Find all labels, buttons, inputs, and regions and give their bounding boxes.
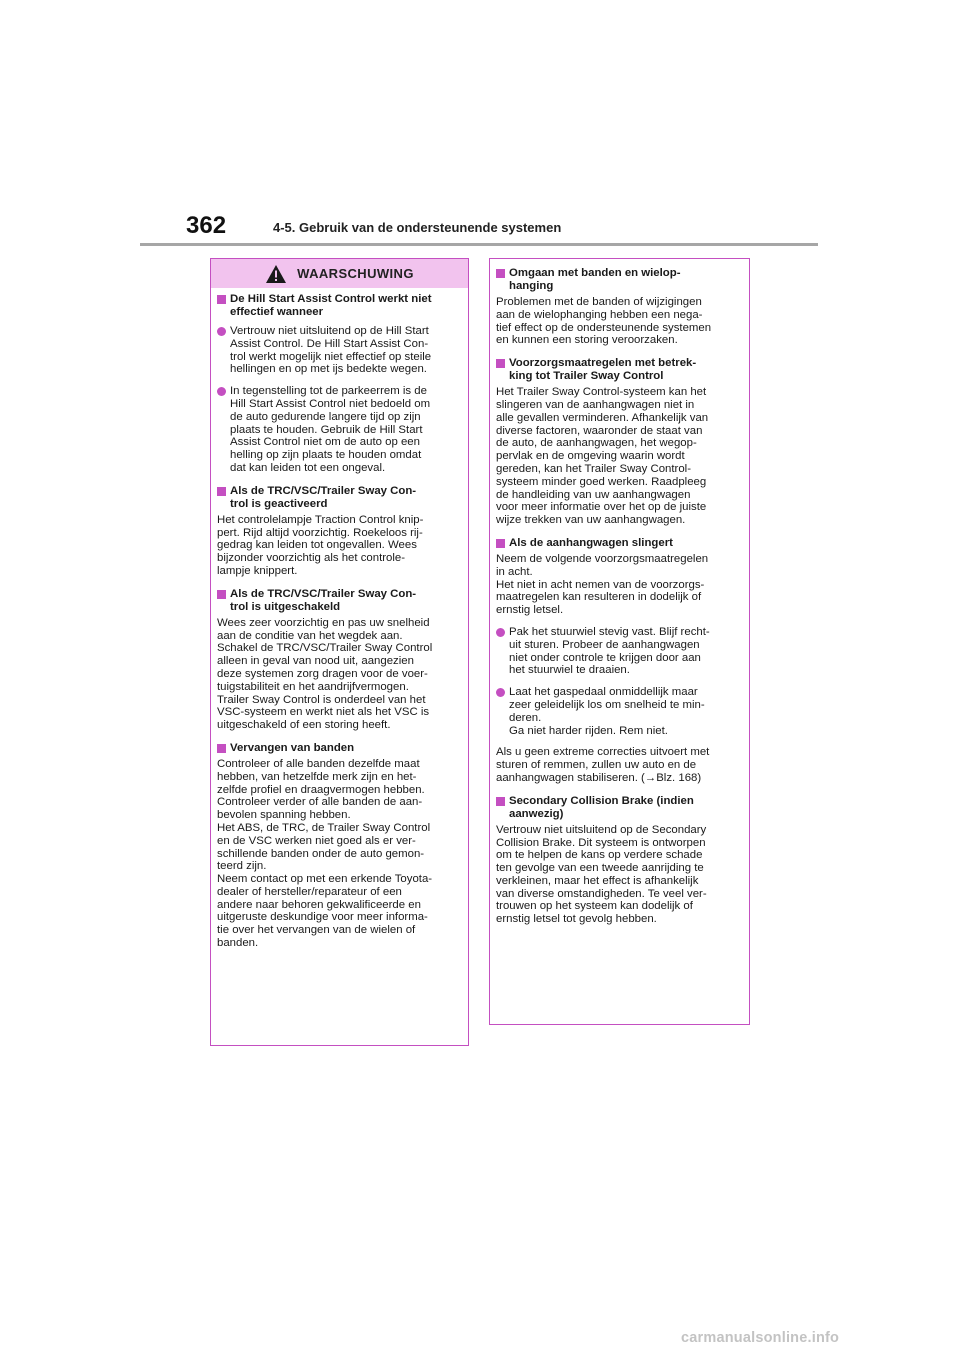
section-tires-suspension <box>496 267 744 347</box>
round-bullet-icon <box>496 628 505 637</box>
section-heading <box>496 537 744 550</box>
square-bullet-icon <box>217 744 226 753</box>
heading-text: Omgaan met banden en wielop- hanging <box>509 267 681 292</box>
list-item <box>496 626 744 677</box>
heading-text: De Hill Start Assist Control werkt niet effectief wanneer <box>230 293 432 318</box>
section-text: Neem de volgende voorzorgsmaatregelen in acht. Het niet in acht nemen van de voorzorgs- maatregelen kan resulteren in dodelijk of ernstig letsel. <box>496 552 709 617</box>
warning-section-trc-activated <box>217 485 463 578</box>
section-text: Het controlelampje Traction Control knip- pert. Rijd altijd voorzichtig. Roekeloos rij- gedrag kan leiden tot ongevallen. Wees bijzonder voorzichtig als het controle- lampje knippert. <box>217 513 424 577</box>
section-heading <box>217 485 463 511</box>
warning-box <box>210 258 469 1046</box>
section-title: 4-5. Gebruik van de ondersteunende systemen <box>273 220 562 235</box>
list-item <box>217 385 463 475</box>
warning-title: WAARSCHUWING <box>297 266 414 281</box>
section-heading <box>496 357 744 383</box>
square-bullet-icon <box>496 269 505 278</box>
section-trailer-sway-precautions <box>496 357 744 527</box>
section-text: Wees zeer voorzichtig en pas uw snelheid aan de conditie van het wegdek aan. Schakel de TRC/VSC/Trailer Sway Control alleen in geval van nood uit, aangezien deze systemen zorg dragen voor de voer- tuigstabiliteit en het aandrijfvermogen. Trailer Sway Control is onderdeel van het VSC-systeem en werkt niet als het VSC is uitgeschakeld of een storing heeft. <box>217 616 433 732</box>
section-trailer-swaying <box>496 537 744 785</box>
heading-text: Als de TRC/VSC/Trailer Sway Con- trol is geactiveerd <box>230 484 417 510</box>
warning-section-hill-start <box>217 293 463 475</box>
warning-section-trc-disabled <box>217 588 463 732</box>
round-bullet-icon <box>496 688 505 697</box>
warning-continuation-box <box>489 258 750 1025</box>
section-text: Problemen met de banden of wijzigingen aan de wielophanging hebben een nega- tief effect op de ondersteunende systemen en kunnen een storing veroorzaken. <box>496 296 712 347</box>
section-heading <box>217 742 463 755</box>
heading-text: Als de TRC/VSC/Trailer Sway Con- trol is uitgeschakeld <box>230 587 417 613</box>
section-secondary-collision-brake <box>496 795 744 926</box>
section-heading <box>496 267 744 293</box>
section-text: Het Trailer Sway Control-systeem kan het slingeren van de aanhangwagen niet in alle gevallen verminderen. Afhankelijk van diverse factoren, waaronder de staat van de auto, de aanhangwagen, het wegop- pervlak en de omgeving waarin wordt gereden, kan het Trailer Sway Control- systeem minder goed werken. Raadpleeg de handleiding van uw aanhangwagen voor meer informatie over het op de juiste wijze trekken van uw aanhangwagen. <box>496 386 709 527</box>
heading-text: Vervangen van banden <box>230 741 355 754</box>
warning-triangle-icon <box>265 264 287 284</box>
square-bullet-icon <box>496 797 505 806</box>
bullet-text: Vertrouw niet uitsluitend op de Hill Start Assist Control. De Hill Start Assist Con- trol werkt mogelijk niet effectief op steile hellingen en op met ijs bedekte wegen. <box>230 325 432 376</box>
square-bullet-icon <box>217 487 226 496</box>
section-text-followup: Als u geen extreme correcties uitvoert met sturen of remmen, zullen uw auto en de aanhangwagen stabiliseren. (→Blz. 168) <box>496 746 710 784</box>
section-text: Vertrouw niet uitsluitend op de Secondary Collision Brake. Dit systeem is ontworpen om te helpen de kans op verdere schade ten gevolge van een tweede aanrijding te verkleinen, maar het effect is afhankelijk van diverse omstandigheden. Te veel ver- trouwen op het systeem kan dodelijk of ernstig letsel tot gevolg hebben. <box>496 823 707 926</box>
section-heading <box>217 588 463 614</box>
square-bullet-icon <box>496 539 505 548</box>
section-heading <box>217 293 463 319</box>
square-bullet-icon <box>217 295 226 304</box>
header-divider <box>140 243 818 246</box>
bullet-text: Laat het gaspedaal onmiddellijk maar zeer geleidelijk los om snelheid te min- deren. Ga niet harder rijden. Rem niet. <box>509 686 705 737</box>
bullet-text: In tegenstelling tot de parkeerrem is de Hill Start Assist Control niet bedoeld om de auto gedurende langere tijd op zijn plaats te houden. Gebruik de Hill Start Assist Control niet om de auto op een helling op zijn plaats te houden omdat dat kan leiden tot een ongeval. <box>230 385 431 474</box>
warning-header <box>211 259 468 288</box>
square-bullet-icon <box>496 359 505 368</box>
section-heading <box>496 795 744 821</box>
page-number: 362 <box>186 212 227 239</box>
continuation-body <box>490 259 749 926</box>
heading-text: Voorzorgsmaatregelen met betrek- king tot Trailer Sway Control <box>509 357 697 383</box>
heading-text: Als de aanhangwagen slingert <box>509 536 673 549</box>
square-bullet-icon <box>217 590 226 599</box>
section-text: Controleer of alle banden dezelfde maat hebben, van hetzelfde merk zijn en het- zelfde profiel en draagvermogen hebben. Controleer verder of alle banden de aan- bevolen spanning hebben. Het ABS, de TRC, de Trailer Sway Control en de VSC werken niet goed als er ver- schillende banden onder de auto gemon- teerd zijn. Neem contact op met een erkende Toyota- dealer of hersteller/reparateur of een andere naar behoren gekwalificeerde en uitgeruste deskundige voor meer informa- tie over het vervangen van de wielen of banden. <box>217 757 433 950</box>
warning-body <box>211 288 468 950</box>
round-bullet-icon <box>217 387 226 396</box>
heading-text: Secondary Collision Brake (indien aanwezig) <box>509 794 694 820</box>
watermark: carmanualsonline.info <box>681 1330 840 1346</box>
list-item <box>496 686 744 737</box>
round-bullet-icon <box>217 327 226 336</box>
bullet-text: Pak het stuurwiel stevig vast. Blijf recht- uit sturen. Probeer de aanhangwagen niet onder controle te krijgen door aan het stuurwiel te draaien. <box>509 625 710 677</box>
warning-section-tire-replacement <box>217 742 463 950</box>
list-item <box>217 325 463 376</box>
